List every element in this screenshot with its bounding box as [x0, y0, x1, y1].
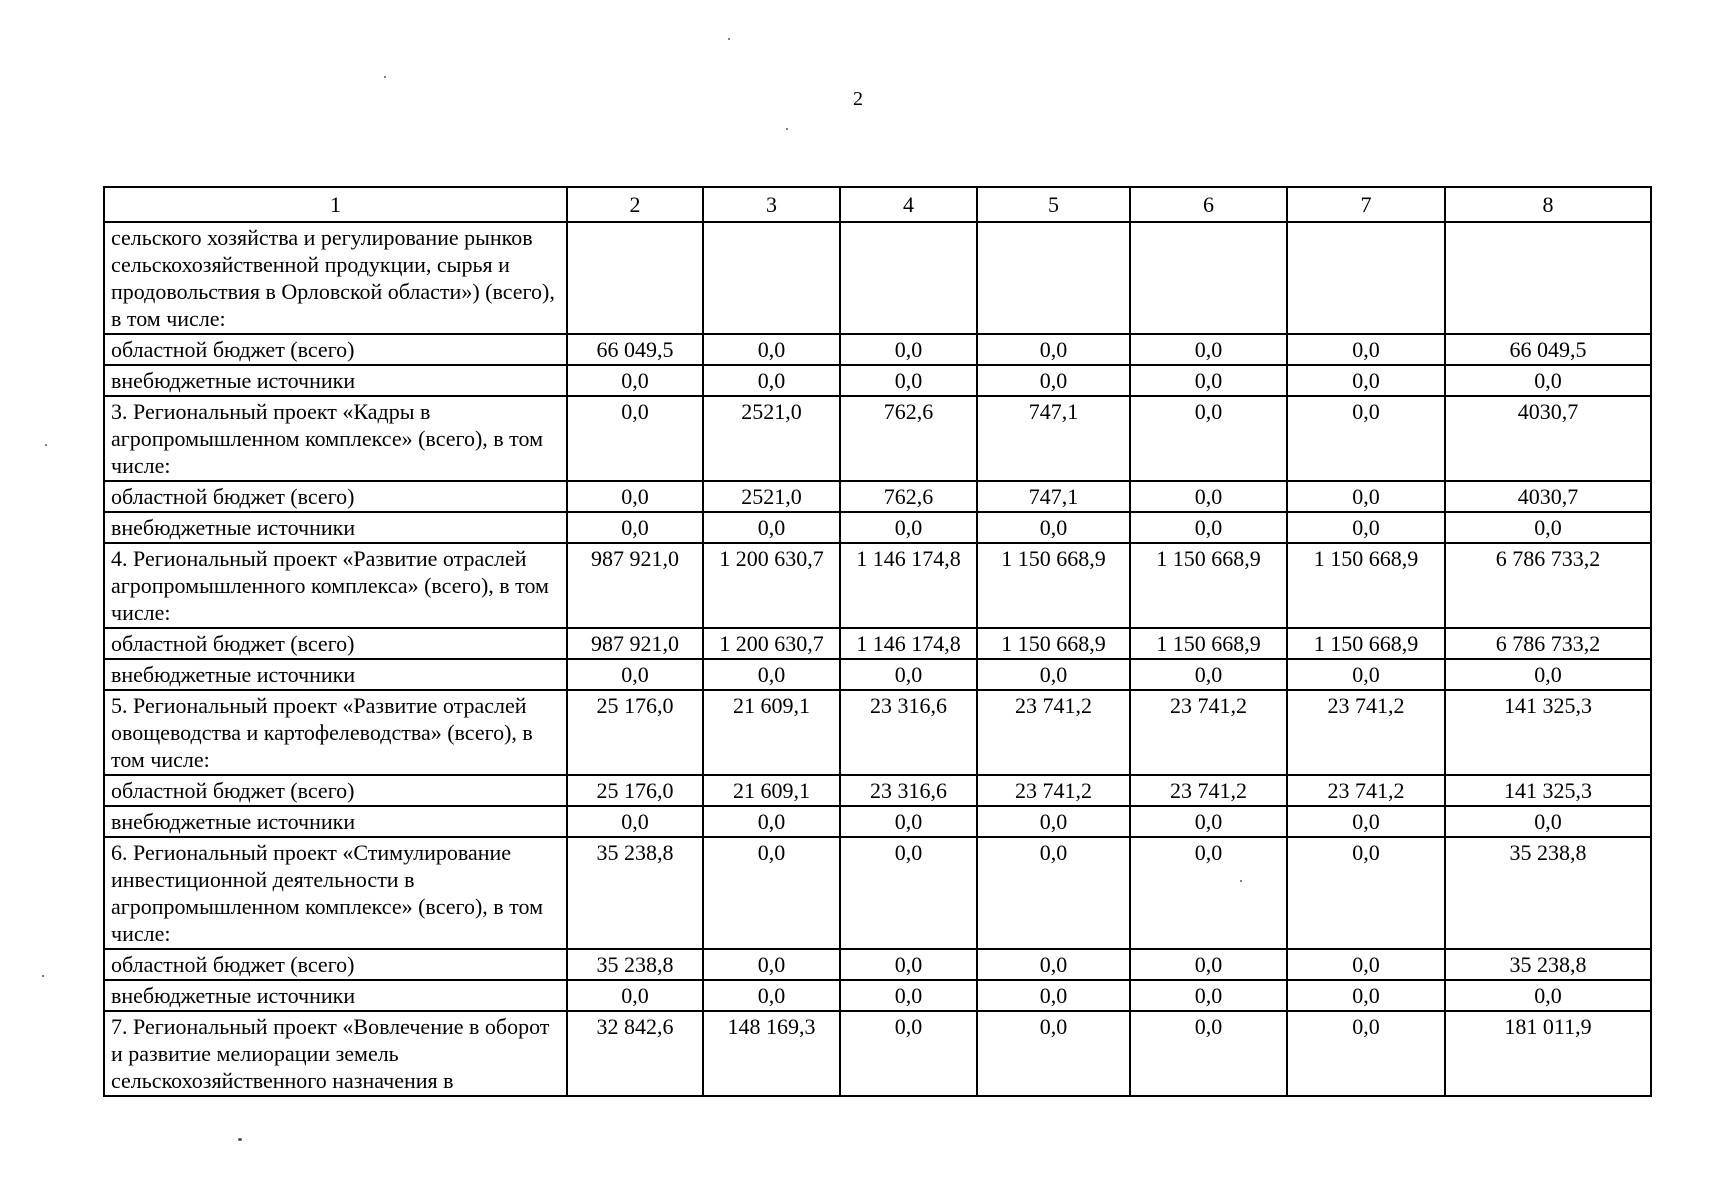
value-cell: 141 325,3 — [1445, 690, 1651, 775]
value-cell: 747,1 — [977, 481, 1130, 512]
value-cell: 23 316,6 — [840, 690, 977, 775]
value-cell: 35 238,8 — [1445, 949, 1651, 980]
column-number: 4 — [840, 187, 977, 222]
value-cell: 0,0 — [977, 949, 1130, 980]
table-row — [104, 1011, 1651, 1096]
value-cell: 0,0 — [977, 365, 1130, 396]
value-cell: 0,0 — [1130, 980, 1287, 1011]
row-label: 4. Региональный проект «Развитие отраслей агропромышленного комплекса» (всего), в том числе: — [104, 543, 567, 628]
table-row — [104, 775, 1651, 806]
value-cell: 0,0 — [567, 806, 703, 837]
value-cell: 23 741,2 — [977, 690, 1130, 775]
value-cell: 0,0 — [840, 512, 977, 543]
value-cell: 0,0 — [703, 980, 840, 1011]
value-cell: 2521,0 — [703, 396, 840, 481]
column-number: 5 — [977, 187, 1130, 222]
value-cell: 0,0 — [1287, 980, 1445, 1011]
value-cell: 1 200 630,7 — [703, 543, 840, 628]
value-cell: 1 146 174,8 — [840, 628, 977, 659]
row-label: областной бюджет (всего) — [104, 949, 567, 980]
row-label: 7. Региональный проект «Вовлечение в оборот и развитие мелиорации земель сельскохозяйственного назначения в — [104, 1011, 567, 1096]
value-cell: 0,0 — [567, 659, 703, 690]
value-cell: 66 049,5 — [1445, 334, 1651, 365]
value-cell: 0,0 — [977, 837, 1130, 949]
value-cell: 2521,0 — [703, 481, 840, 512]
value-cell: 0,0 — [567, 396, 703, 481]
value-cell: 0,0 — [1287, 334, 1445, 365]
row-label: областной бюджет (всего) — [104, 334, 567, 365]
column-number: 7 — [1287, 187, 1445, 222]
value-cell: 0,0 — [703, 659, 840, 690]
table-row — [104, 396, 1651, 481]
value-cell — [567, 222, 703, 334]
value-cell: 1 150 668,9 — [1287, 628, 1445, 659]
value-cell: 0,0 — [977, 806, 1130, 837]
row-label: 3. Региональный проект «Кадры в агропромышленном комплексе» (всего), в том числе: — [104, 396, 567, 481]
value-cell: 0,0 — [840, 806, 977, 837]
value-cell: 0,0 — [840, 1011, 977, 1096]
value-cell: 0,0 — [1287, 512, 1445, 543]
row-label: областной бюджет (всего) — [104, 628, 567, 659]
row-label: внебюджетные источники — [104, 512, 567, 543]
value-cell: 0,0 — [1445, 980, 1651, 1011]
value-cell — [840, 222, 977, 334]
row-label: сельского хозяйства и регулирование рынков сельскохозяйственной продукции, сырья и продовольствия в Орловской области») (всего), в том числе: — [104, 222, 567, 334]
value-cell: 0,0 — [1130, 806, 1287, 837]
row-label: областной бюджет (всего) — [104, 481, 567, 512]
value-cell: 0,0 — [703, 806, 840, 837]
value-cell: 32 842,6 — [567, 1011, 703, 1096]
value-cell: 148 169,3 — [703, 1011, 840, 1096]
value-cell: 1 150 668,9 — [1130, 628, 1287, 659]
value-cell: 21 609,1 — [703, 690, 840, 775]
page-number: 2 — [853, 88, 863, 110]
value-cell: 4030,7 — [1445, 481, 1651, 512]
value-cell — [1445, 222, 1651, 334]
table-row — [104, 837, 1651, 949]
row-label: областной бюджет (всего) — [104, 775, 567, 806]
table-row — [104, 512, 1651, 543]
value-cell: 0,0 — [703, 949, 840, 980]
value-cell: 21 609,1 — [703, 775, 840, 806]
value-cell: 0,0 — [1287, 806, 1445, 837]
value-cell: 0,0 — [567, 980, 703, 1011]
table-row — [104, 628, 1651, 659]
value-cell: 25 176,0 — [567, 775, 703, 806]
table-row — [104, 334, 1651, 365]
table-row — [104, 365, 1651, 396]
value-cell: 1 200 630,7 — [703, 628, 840, 659]
row-label: внебюджетные источники — [104, 365, 567, 396]
value-cell: 0,0 — [1130, 512, 1287, 543]
value-cell: 0,0 — [567, 481, 703, 512]
value-cell: 181 011,9 — [1445, 1011, 1651, 1096]
value-cell: 0,0 — [703, 512, 840, 543]
column-number: 1 — [104, 187, 567, 222]
value-cell: 0,0 — [977, 659, 1130, 690]
value-cell: 0,0 — [1445, 659, 1651, 690]
value-cell: 0,0 — [840, 659, 977, 690]
value-cell: 747,1 — [977, 396, 1130, 481]
value-cell: 1 150 668,9 — [977, 628, 1130, 659]
table-row — [104, 481, 1651, 512]
value-cell: 35 238,8 — [1445, 837, 1651, 949]
value-cell: 23 741,2 — [1287, 690, 1445, 775]
value-cell: 1 146 174,8 — [840, 543, 977, 628]
value-cell: 1 150 668,9 — [1287, 543, 1445, 628]
value-cell: 762,6 — [840, 481, 977, 512]
value-cell: 6 786 733,2 — [1445, 543, 1651, 628]
value-cell: 23 741,2 — [1287, 775, 1445, 806]
value-cell: 0,0 — [1287, 365, 1445, 396]
row-label: внебюджетные источники — [104, 659, 567, 690]
value-cell — [977, 222, 1130, 334]
table-row — [104, 806, 1651, 837]
table-row — [104, 690, 1651, 775]
value-cell: 0,0 — [1287, 481, 1445, 512]
row-label: внебюджетные источники — [104, 980, 567, 1011]
value-cell: 23 316,6 — [840, 775, 977, 806]
value-cell: 66 049,5 — [567, 334, 703, 365]
value-cell: 1 150 668,9 — [977, 543, 1130, 628]
value-cell: 0,0 — [1130, 1011, 1287, 1096]
column-number: 2 — [567, 187, 703, 222]
value-cell: 141 325,3 — [1445, 775, 1651, 806]
value-cell: 1 150 668,9 — [1130, 543, 1287, 628]
table-row — [104, 659, 1651, 690]
scan-speck — [384, 76, 386, 78]
column-number-row — [104, 187, 1651, 222]
table-body — [104, 187, 1651, 1096]
value-cell: 0,0 — [1130, 334, 1287, 365]
value-cell: 0,0 — [1287, 396, 1445, 481]
value-cell: 0,0 — [1287, 837, 1445, 949]
value-cell: 0,0 — [977, 1011, 1130, 1096]
value-cell — [1287, 222, 1445, 334]
value-cell: 762,6 — [840, 396, 977, 481]
value-cell: 0,0 — [1130, 949, 1287, 980]
value-cell: 4030,7 — [1445, 396, 1651, 481]
value-cell: 23 741,2 — [1130, 775, 1287, 806]
value-cell: 0,0 — [840, 837, 977, 949]
budget-table — [103, 186, 1652, 1097]
scan-speck — [45, 444, 47, 446]
value-cell: 0,0 — [840, 334, 977, 365]
table-row — [104, 949, 1651, 980]
value-cell — [1130, 222, 1287, 334]
value-cell: 0,0 — [1287, 949, 1445, 980]
value-cell: 0,0 — [977, 512, 1130, 543]
value-cell: 0,0 — [1130, 837, 1287, 949]
value-cell: 0,0 — [1287, 1011, 1445, 1096]
value-cell: 0,0 — [1445, 365, 1651, 396]
row-label: внебюджетные источники — [104, 806, 567, 837]
value-cell: 0,0 — [977, 980, 1130, 1011]
value-cell: 0,0 — [1287, 659, 1445, 690]
scan-speck — [786, 128, 788, 130]
value-cell: 23 741,2 — [1130, 690, 1287, 775]
value-cell: 0,0 — [567, 365, 703, 396]
value-cell: 0,0 — [1130, 481, 1287, 512]
value-cell: 0,0 — [977, 334, 1130, 365]
value-cell: 0,0 — [567, 512, 703, 543]
scan-speck — [42, 975, 44, 977]
value-cell: 0,0 — [703, 837, 840, 949]
scan-speck — [728, 38, 730, 40]
row-label: 6. Региональный проект «Стимулирование инвестиционной деятельности в агропромышленном комплексе» (всего), в том числе: — [104, 837, 567, 949]
value-cell: 0,0 — [1445, 806, 1651, 837]
value-cell: 0,0 — [703, 365, 840, 396]
value-cell: 0,0 — [840, 949, 977, 980]
column-number: 8 — [1445, 187, 1651, 222]
value-cell: 35 238,8 — [567, 949, 703, 980]
value-cell: 0,0 — [1130, 659, 1287, 690]
value-cell: 0,0 — [840, 980, 977, 1011]
table-row — [104, 222, 1651, 334]
value-cell: 25 176,0 — [567, 690, 703, 775]
value-cell — [703, 222, 840, 334]
table-row — [104, 980, 1651, 1011]
value-cell: 0,0 — [1130, 396, 1287, 481]
scan-speck — [238, 1138, 242, 1141]
value-cell: 0,0 — [703, 334, 840, 365]
column-number: 6 — [1130, 187, 1287, 222]
table-row — [104, 543, 1651, 628]
value-cell: 6 786 733,2 — [1445, 628, 1651, 659]
value-cell: 987 921,0 — [567, 628, 703, 659]
value-cell: 23 741,2 — [977, 775, 1130, 806]
value-cell: 0,0 — [840, 365, 977, 396]
scan-speck — [1240, 880, 1242, 882]
value-cell: 0,0 — [1445, 512, 1651, 543]
value-cell: 0,0 — [1130, 365, 1287, 396]
value-cell: 987 921,0 — [567, 543, 703, 628]
column-number: 3 — [703, 187, 840, 222]
value-cell: 35 238,8 — [567, 837, 703, 949]
row-label: 5. Региональный проект «Развитие отраслей овощеводства и картофелеводства» (всего), в том числе: — [104, 690, 567, 775]
